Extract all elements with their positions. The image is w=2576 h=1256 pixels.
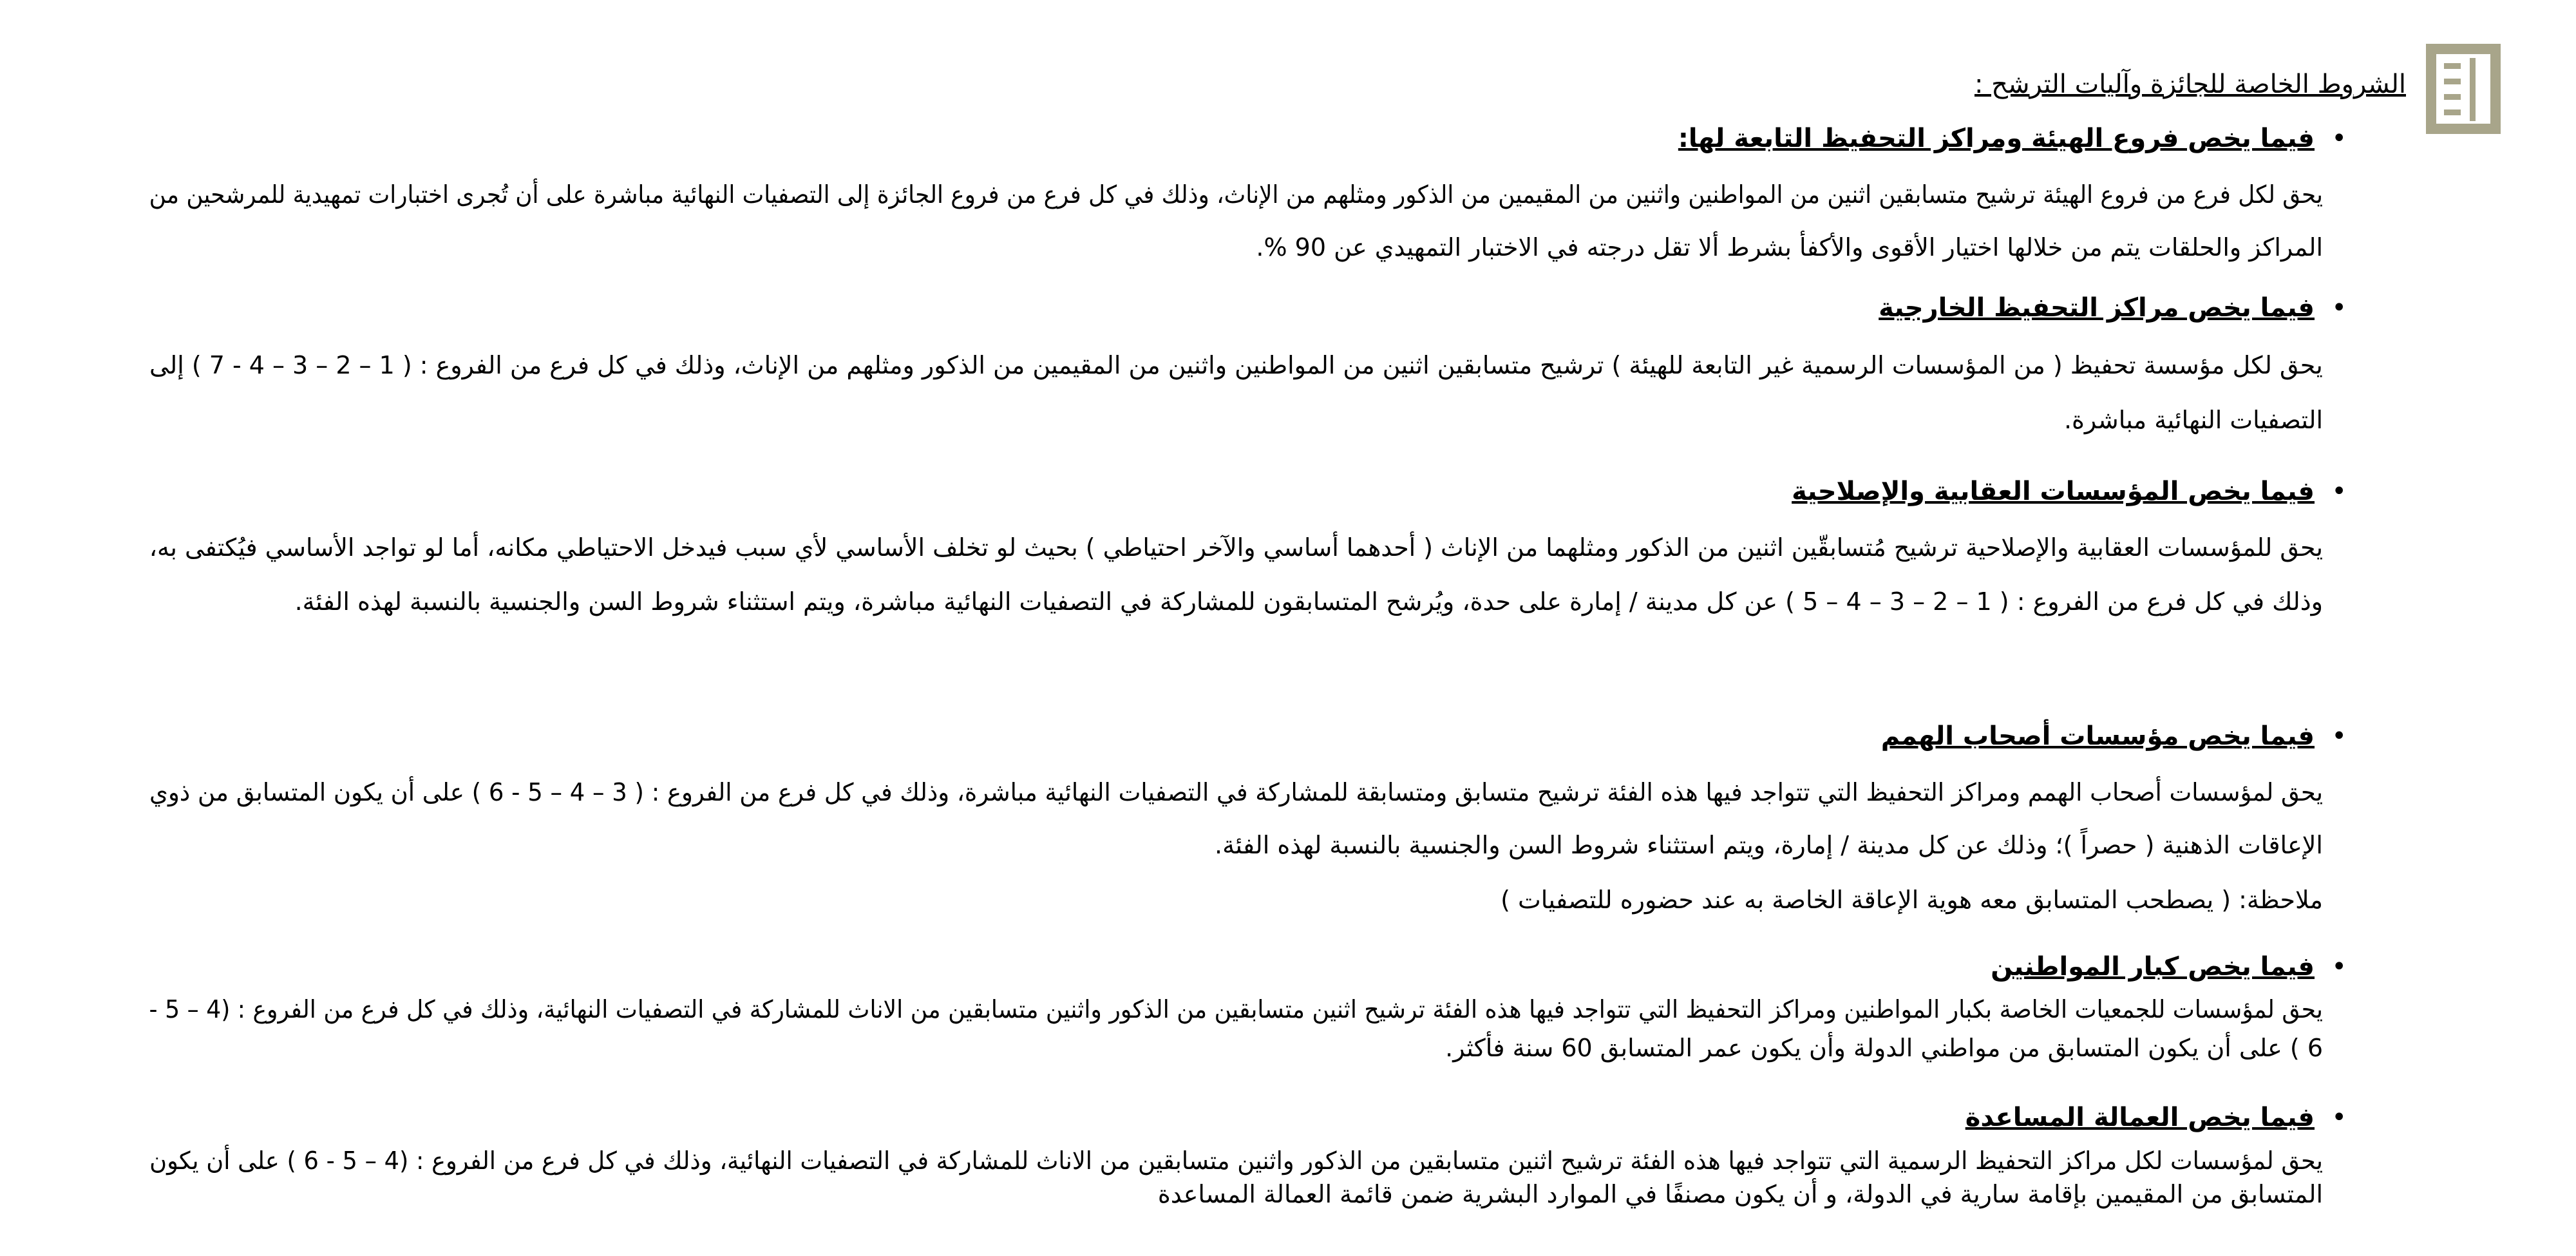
section-heading [1792, 477, 2347, 506]
bullet-icon: • [2331, 293, 2347, 323]
paragraph-line: وذلك في كل فرع من الفروع : ( 1 – 2 – 3 – 4 – 5 ) عن كل مدينة / إمارة على حدة، ويُرشح المتسابقون للمشاركة في التصفيات النهائية مباشرة، ويتم استثناء شروط السن والجنسية بالنسبة لهذه الفئة. [294, 587, 2323, 616]
section-heading [1879, 293, 2347, 323]
paragraph-line: يحق للمؤسسات العقابية والإصلاحية ترشيح مُتسابقّين اثنين من الذكور ومثلهما من الإناث ( أحدهما أساسي والآخر احتياطي ) بحيث لو تخلف الأساسي لأي سبب فيدخل الاحتياطي مكانه، أما لو تواجد الأساسي فيُكتفى به، [149, 533, 2324, 562]
paragraph-line: يحق لكل فرع من فروع الهيئة ترشيح متسابقين اثنين من المواطنين واثنين من المقيمين من الذكور ومثلهم من الإناث، وذلك في كل فرع من فروع الجائزة إلى التصفيات النهائية مباشرة على أن تُجرى اختبارات تمهيدية للمرشحين من [149, 180, 2323, 209]
heading-text: فيما يخص فروع الهيئة ومراكز التحفيظ التابعة لها: [1678, 124, 2315, 153]
section-heading [1965, 1103, 2347, 1132]
heading-text: فيما يخص كبار المواطنين [1991, 952, 2315, 982]
bullet-icon: • [2331, 952, 2347, 982]
bullet-icon: • [2331, 124, 2347, 153]
paragraph-line: يحق لمؤسسات لكل مراكز التحفيظ الرسمية التي تتواجد فيها هذه الفئة ترشيح اثنين متسابقين من الذكور واثنين متسابقين من الاناث للمشاركة في التصفيات النهائية، وذلك في كل فرع من الفروع : (4 – 5 - 6 ) على أن يكون [149, 1147, 2323, 1175]
heading-text: فيما يخص مراكز التحفيظ الخارجية [1879, 293, 2315, 323]
page-title: الشروط الخاصة للجائزة وآليات الترشح : [1974, 70, 2406, 99]
section-heading [1678, 124, 2347, 153]
paragraph-line: يحق لمؤسسات أصحاب الهمم ومراكز التحفيظ التي تتواجد فيها هذه الفئة ترشيح متسابق ومتسابقة للمشاركة في التصفيات النهائية مباشرة، وذلك في كل فرع من الفروع : ( 3 – 4 – 5 - 6 ) على أن يكون المتسابق من ذوي [149, 778, 2323, 806]
heading-text: فيما يخص العمالة المساعدة [1965, 1103, 2315, 1132]
heading-text: فيما يخص المؤسسات العقابية والإصلاحية [1792, 477, 2315, 506]
paragraph-line: المراكز والحلقات يتم من خلالها اختيار الأقوى والأكفأ بشرط ألا تقل درجته في الاختبار التمهيدي عن 90 %. [1256, 233, 2323, 262]
section-heading [1880, 721, 2347, 751]
paragraph-line: يحق لكل مؤسسة تحفيظ ( من المؤسسات الرسمية غير التابعة للهيئة ) ترشيح متسابقين اثنين من المواطنين واثنين من المقيمين من الذكور ومثلهم من الإناث، وذلك في كل فرع من الفروع : ( 1 – 2 – 3 – 4 - 7 ) إلى [149, 351, 2324, 379]
note-line: ملاحظة: ( يصطحب المتسابق معه هوية الإعاقة الخاصة به عند حضوره للتصفيات ) [1501, 886, 2323, 914]
paragraph-line: التصفيات النهائية مباشرة. [2063, 406, 2323, 434]
paragraph-line: 6 ) على أن يكون المتسابق من مواطني الدولة وأن يكون عمر المتسابق 60 سنة فأكثر. [1445, 1034, 2323, 1062]
paragraph-line: يحق لمؤسسات للجمعيات الخاصة بكبار المواطنين ومراكز التحفيظ التي تتواجد فيها هذه الفئة ترشيح اثنين متسابقين من الذكور واثنين متسابقين من الاناث للمشاركة في التصفيات النهائية، وذلك في كل فرع من الفروع : (4 – 5 - [149, 995, 2323, 1023]
bullet-icon: • [2331, 477, 2347, 506]
bullet-icon: • [2331, 721, 2347, 751]
paragraph-line: المتسابق من المقيمين بإقامة سارية في الدولة، و أن يكون مصنفًا في الموارد البشرية ضمن قائمة العمالة المساعدة [1157, 1180, 2323, 1208]
bullet-icon: • [2331, 1103, 2347, 1132]
heading-text: فيما يخص مؤسسات أصحاب الهمم [1880, 721, 2315, 751]
section-heading [1991, 952, 2347, 982]
paragraph-line: الإعاقات الذهنية ( حصراً )؛ وذلك عن كل مدينة / إمارة، ويتم استثناء شروط السن والجنسية بالنسبة لهذه الفئة. [1214, 831, 2323, 859]
document-list-icon [2426, 44, 2501, 134]
